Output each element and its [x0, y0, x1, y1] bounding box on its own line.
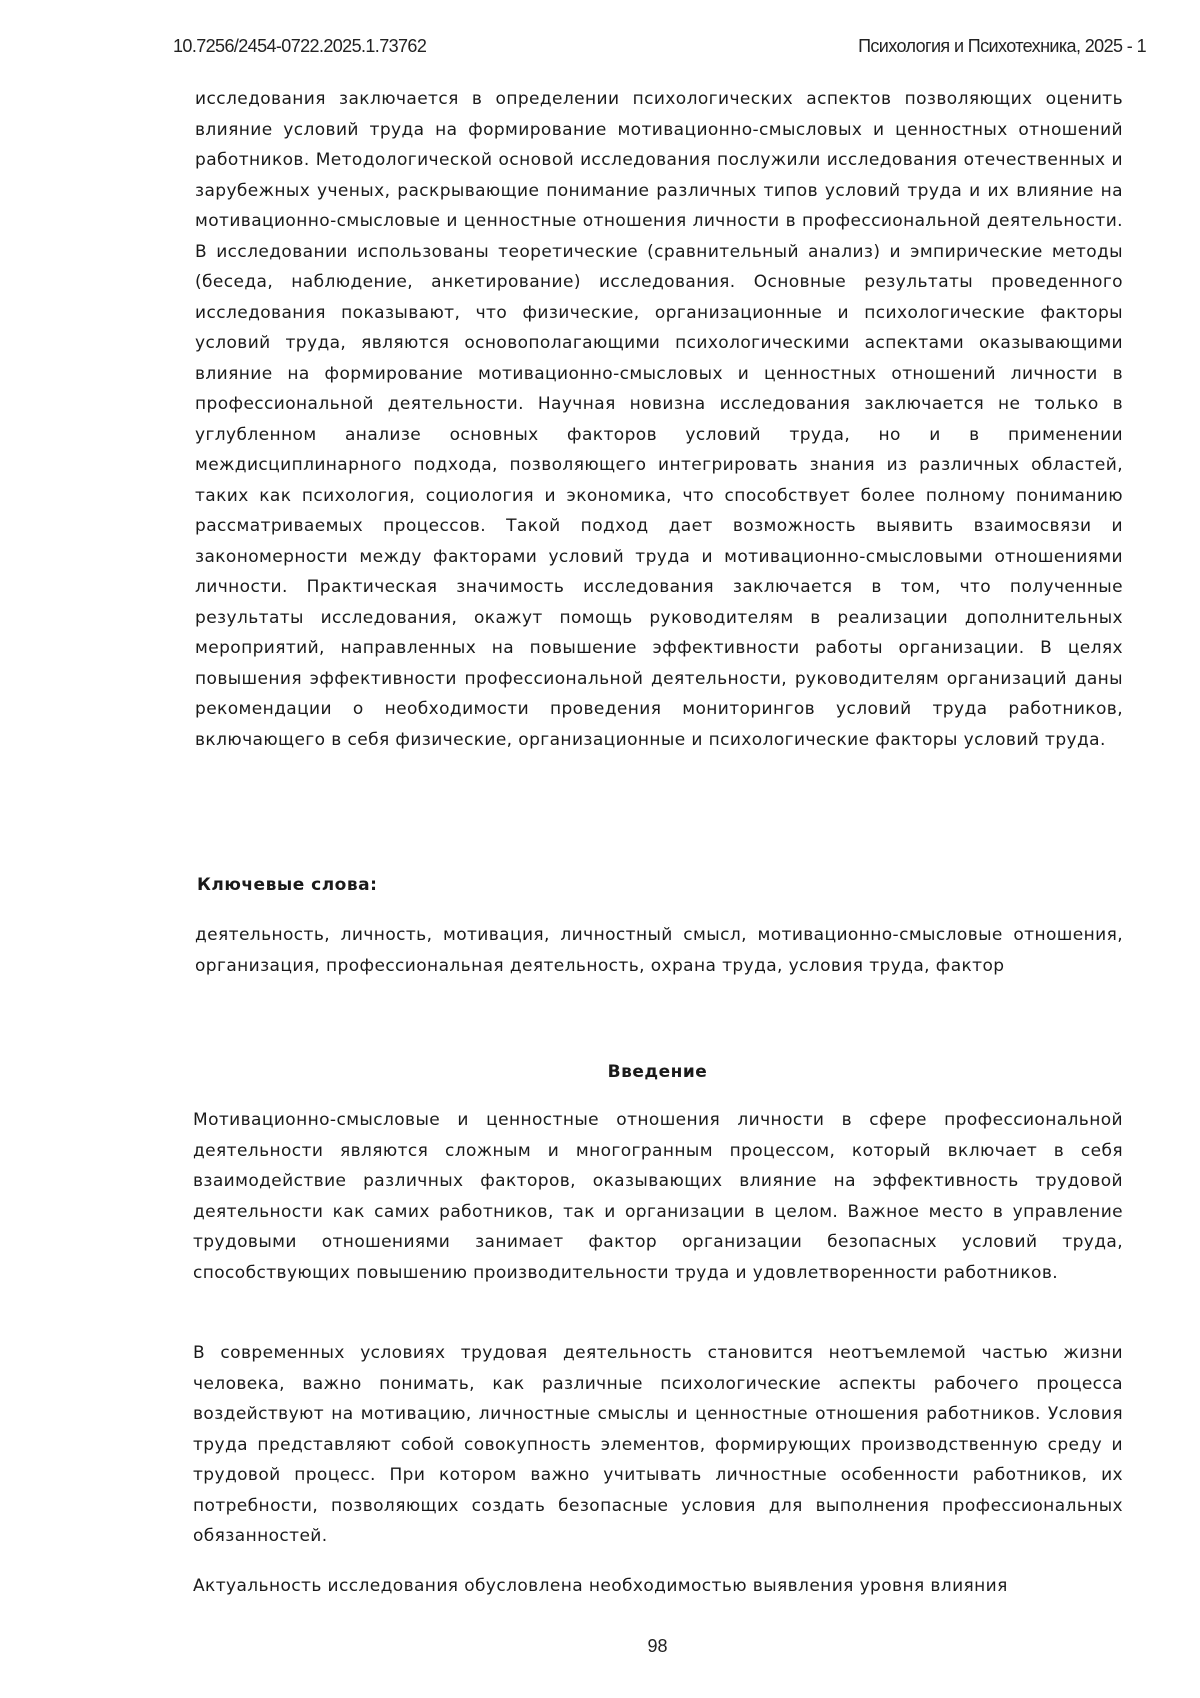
page-number: 98 [0, 1636, 1200, 1657]
section-title-introduction: Введение [0, 1062, 1200, 1082]
intro-paragraph: В современных условиях трудовая деятельность становится неотъемлемой частью жизни человека, важно понимать, как различные психологические аспекты рабочего процесса воздействуют на мотивацию, личностные смыслы и ценностные отношения работников. Условия труда представляют собой совокупность элементов, формирующих производственную среду и трудовой процесс. При котором важно учитывать личностные особенности работников, их потребности, позволяющих создать безопасные условия для выполнения профессиональных обязанностей. [193, 1338, 1123, 1552]
keywords-title: Ключевые слова: [197, 875, 377, 895]
keywords-text: деятельность, личность, мотивация, личностный смысл, мотивационно-смысловые отношения, организация, профессиональная деятельность, охрана труда, условия труда, фактор [195, 920, 1123, 981]
intro-paragraph: Актуальность исследования обусловлена необходимостью выявления уровня влияния [193, 1571, 1123, 1602]
doi-header: 10.7256/2454-0722.2025.1.73762 [173, 36, 426, 57]
journal-header: Психология и Психотехника, 2025 - 1 [858, 36, 1146, 57]
intro-paragraph: Мотивационно-смысловые и ценностные отношения личности в сфере профессиональной деятельности являются сложным и многогранным процессом, который включает в себя взаимодействие различных факторов, оказывающих влияние на эффективность трудовой деятельности как самих работников, так и организации в целом. Важное место в управление трудовыми отношениями занимает фактор организации безопасных условий труда, способствующих повышению производительности труда и удовлетворенности работников. [193, 1105, 1123, 1288]
abstract-text: исследования заключается в определении психологических аспектов позволяющих оценить влияние условий труда на формирование мотивационно-смысловых и ценностных отношений работников. Методологической основой исследования послужили исследования отечественных и зарубежных ученых, раскрывающие понимание различных типов условий труда и их влияние на мотивационно-смысловые и ценностные отношения личности в профессиональной деятельности. В исследовании использованы теоретические (сравнительный анализ) и эмпирические методы (беседа, наблюдение, анкетирование) исследования. Основные результаты проведенного исследования показывают, что физические, организационные и психологические факторы условий труда, являются основополагающими психологическими аспектами оказывающими влияние на формирование мотивационно-смысловых и ценностных отношений личности в профессиональной деятельности. Научная новизна исследования заключается не только в углубленном анализе основных факторов условий труда, но и в применении междисциплинарного подхода, позволяющего интегрировать знания из различных областей, таких как психология, социология и экономика, что способствует более полному пониманию рассматриваемых процессов. Такой подход дает возможность выявить взаимосвязи и закономерности между факторами условий труда и мотивационно-смысловыми отношениями личности. Практическая значимость исследования заключается в том, что полученные результаты исследования, окажут помощь руководителям в реализации дополнительных мероприятий, направленных на повышение эффективности работы организации. В целях повышения эффективности профессиональной деятельности, руководителям организаций даны рекомендации о необходимости проведения мониторингов условий труда работников, включающего в себя физические, организационные и психологические факторы условий труда. [195, 84, 1123, 755]
